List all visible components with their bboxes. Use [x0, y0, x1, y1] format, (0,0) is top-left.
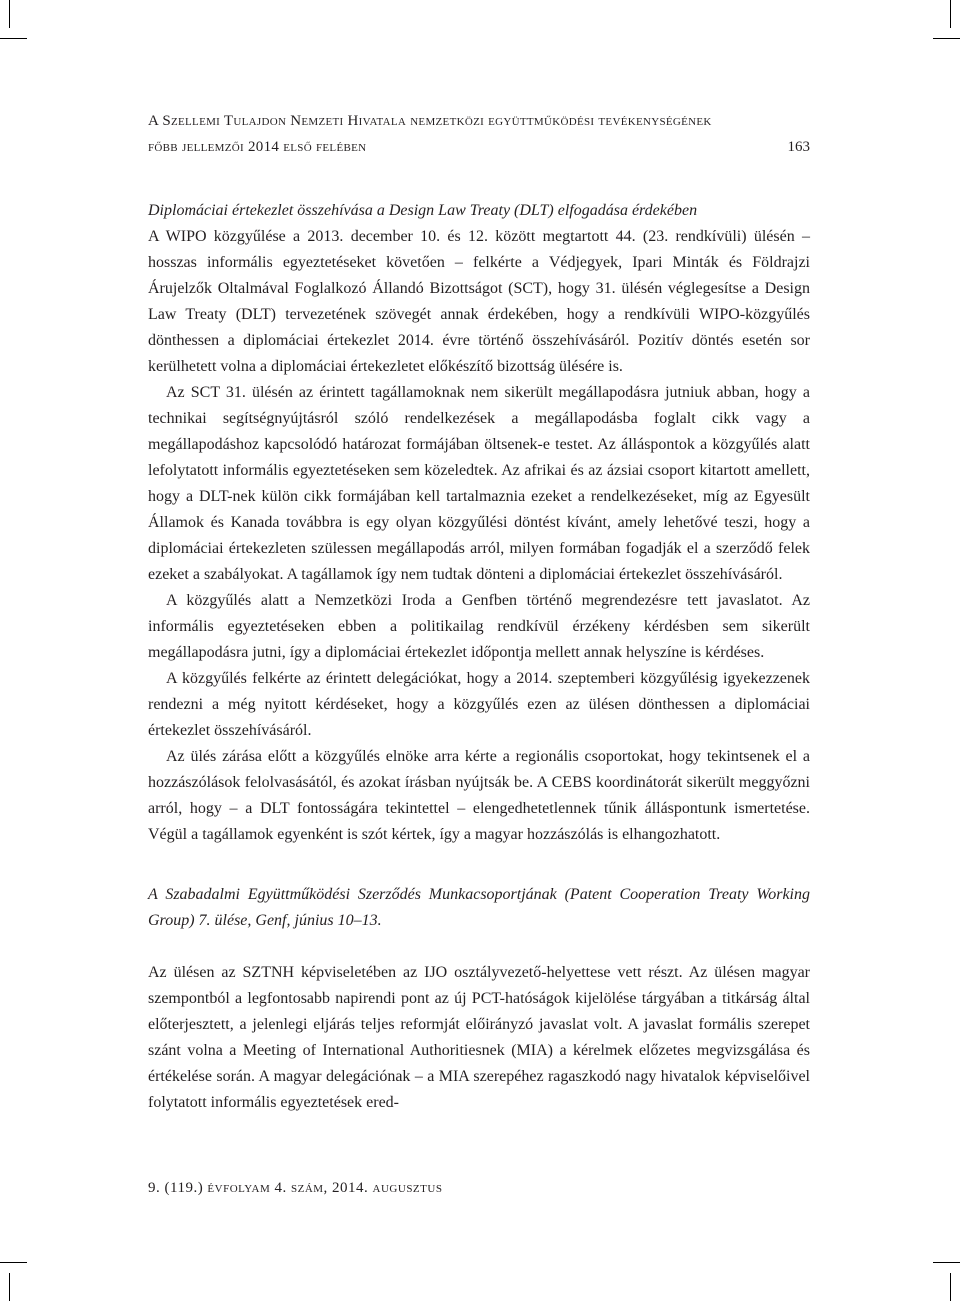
section-heading-pct: A Szabadalmi Együttműködési Szerződés Munkacsoportjának (Patent Cooperation Treaty Working Group) 7. ülése, Genf, június 10–13. [148, 886, 810, 929]
running-header [148, 108, 810, 160]
footer-issue: 9. (119.) évfolyam 4. szám, 2014. augusztus [148, 1180, 443, 1196]
section-heading-dlt: Diplomáciai értekezlet összehívása a Design Law Treaty (DLT) elfogadása érdekében [148, 202, 698, 219]
paragraph: Az ülésen az SZTNH képviseletében az IJO osztályvezető-helyettese vett részt. Az ülésen magyar szempontból a legfontosabb napirendi pont az új PCT-hatóságok kijelölése tárgyában a titkárság által előterjesztett, a jelenlegi eljárás teljes reformját előirányzó javaslat volt. A javaslat formális szerepet szánt volna a Meeting of International Authoritiesnek (MIA) a kérelmek előzetes megvizsgálása és értékelése során. A magyar delegációnak – a MIA szerepéhez ragaszkodó nagy hivatalok képviselőivel folytatott informális egyeztetések ered- [148, 964, 810, 1111]
crop-mark-bottom-right-vertical [950, 1273, 951, 1301]
paragraph: A közgyűlés alatt a Nemzetközi Iroda a Genfben történő megrendezésre tett javaslatot. Az informális egyeztetéseken ebben a politikailag rendkívül érzékeny kérdésben sem sikerült megállapodásra jutni, így a diplomáciai értekezlet időpontja mellett annak helyszíne is kérdéses. [148, 592, 810, 661]
paragraph: Az SCT 31. ülésén az érintett tagállamoknak nem sikerült megállapodásra jutniuk abban, hogy a technikai segítségnyújtásról szóló rendelkezések a megállapodásba foglalt cikk vagy a megállapodáshoz kapcsolódó határozat formájában öltsenek-e testet. Az álláspontok a közgyűlés alatt lefolytatott informális egyeztetéseken sem közeledtek. Az afrikai és az ázsiai csoport kitartott amellett, hogy a DLT-nek külön cikk formájában kell tartalmaznia ezeket a rendelkezéseket, míg az Egyesült Államok és Kanada továbbra is egy olyan közgyűlési döntést kívánt, amely lehetővé teszi, hogy a diplomáciai értekezleten szülessen megállapodás arról, milyen formában fogadják el a szerződő felek ezeket a szabályokat. A tagállamok így nem tudtak dönteni a diplomáciai értekezlet összehívásáról. [148, 384, 810, 583]
crop-mark-top-right-vertical [950, 0, 951, 28]
crop-mark-top-right-horizontal [933, 38, 960, 39]
crop-mark-bottom-left-vertical [9, 1273, 10, 1301]
paragraph: Az ülés zárása előtt a közgyűlés elnöke arra kérte a regionális csoportokat, hogy tekintsenek el a hozzászólások felolvasásától, és azokat írásban nyújtsák be. A CEBS koordinátorát sikerült meggyőzni arról, hogy – a DLT fontosságára tekintettel – elengedhetetlennek tűnik álláspontunk ismertetése. Végül a tagállamok egyenként is szót kértek, így a magyar hozzászólás is elhangozhatott. [148, 748, 810, 843]
crop-mark-bottom-left-horizontal [0, 1262, 27, 1263]
running-title-line-2: főbb jellemzői 2014 első felében [148, 139, 367, 155]
crop-mark-top-left-horizontal [0, 38, 27, 39]
paragraph: A WIPO közgyűlése a 2013. december 10. és 12. között megtartott 44. (23. rendkívüli) ülésén – hosszas informális egyeztetéseket követően – felkérte a Védjegyek, Ipari Minták és Földrajzi Árujelzők Oltalmával Foglalkozó Állandó Bizottságot (SCT), hogy 31. ülésén véglegesítse a Design Law Treaty (DLT) tervezetének szövegét annak érdekében, hogy a rendkívüli WIPO-közgyűlés dönthessen a diplomáciai értekezlet 2014. évre történő összehívásáról. Pozitív döntés esetén sor kerülhetett volna a diplomáciai értekezletet előkészítő bizottság ülésére is. [148, 228, 810, 375]
crop-mark-top-left-vertical [9, 0, 10, 28]
paragraph: A közgyűlés felkérte az érintett delegációkat, hogy a 2014. szeptemberi közgyűlésig igyekezzenek rendezni a még nyitott kérdéseket, hogy a közgyűlés ezen az ülésen dönthessen a diplomáciai értekezlet összehívásáról. [148, 670, 810, 739]
crop-mark-bottom-right-horizontal [933, 1262, 960, 1263]
page-content [148, 198, 810, 1116]
running-title-line-1: A Szellemi Tulajdon Nemzeti Hivatala nemzetközi együttműködési tevékenységének [148, 113, 712, 129]
page-number: 163 [787, 139, 810, 155]
